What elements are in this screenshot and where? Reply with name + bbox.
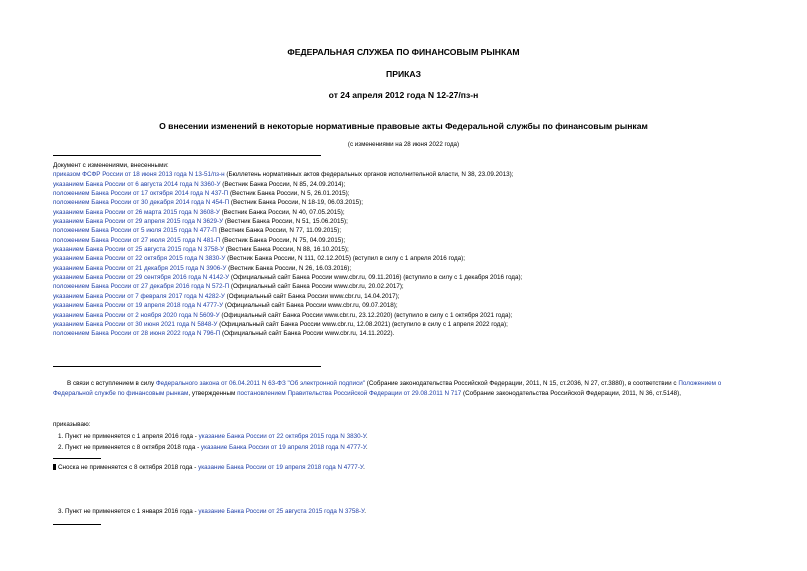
amendment-source: (Вестник Банка России, N 26, 16.03.2016);	[226, 264, 352, 272]
amendment-link[interactable]: положением Банка России от 27 декабря 2016 года N 572-П	[53, 283, 230, 291]
list-item	[53, 226, 753, 235]
footnote-link[interactable]: указание Банка России от 19 апреля 2018 года N 4777-У	[198, 464, 364, 471]
amendment-link[interactable]: положением Банка России от 28 июня 2022 года N 796-П	[53, 330, 221, 338]
footnote-marker	[53, 464, 56, 470]
order-item-1	[58, 433, 368, 440]
amendment-source: (Официальный сайт Банка России www.cbr.ru, 12.08.2021) (вступило в силу с 1 апреля 2022 года);	[217, 320, 508, 328]
amendment-source: (Вестник Банка России, N 40, 07.05.2015);	[219, 208, 345, 216]
amendment-link[interactable]: указанием Банка России от 22 октября 2015 года N 3830-У	[53, 255, 226, 263]
list-item	[53, 208, 753, 217]
amendment-link[interactable]: указанием Банка России от 7 февраля 2017 года N 4282-У	[53, 292, 225, 300]
amendment-source: (Вестник Банка России, N 18-19, 06.03.2015);	[229, 199, 364, 207]
amendment-source: (Вестник Банка России, N 51, 15.06.2015);	[223, 218, 348, 226]
footnote	[53, 464, 365, 471]
list-item	[53, 245, 753, 254]
amendment-source: (Вестник Банка России, N 85, 24.09.2014);	[220, 180, 346, 188]
amendment-link[interactable]: указанием Банка России от 26 марта 2015 года N 3608-У	[53, 208, 220, 216]
amendment-source: (Бюллетень нормативных актов федеральных органов исполнительной власти, N 38, 23.09.2013);	[224, 171, 514, 179]
preamble-text: , утвержденным	[188, 389, 238, 397]
list-item	[53, 254, 753, 263]
amendment-source: (Официальный сайт Банка России www.cbr.ru, 09.07.2018);	[223, 302, 398, 310]
amendment-link[interactable]: положением Банка России от 27 июля 2015 года N 481-П	[53, 236, 221, 244]
list-item	[53, 264, 753, 273]
order-item-text: 1. Пункт не применяется с 1 апреля 2016 года -	[58, 433, 199, 440]
agency-heading: ФЕДЕРАЛЬНАЯ СЛУЖБА ПО ФИНАНСОВЫМ РЫНКАМ	[287, 47, 520, 57]
preamble-text: (Собрание законодательства Российской Федерации, 2011, N 36, ст.5148),	[461, 389, 681, 397]
order-item-end: .	[365, 444, 368, 451]
order-item-link[interactable]: указание Банка России от 25 августа 2015 года N 3758-У	[198, 508, 365, 515]
preamble-text: В связи с вступлением в силу	[67, 380, 156, 387]
preamble-paragraph	[53, 379, 753, 398]
amendment-source: (Вестник Банка России, N 88, 16.10.2015);	[224, 246, 349, 254]
amendment-link[interactable]: указанием Банка России от 19 апреля 2018 года N 4777-У	[53, 302, 224, 310]
amendment-link[interactable]: положением Банка России от 30 декабря 2014 года N 454-П	[53, 199, 230, 207]
doc-subtitle: (с изменениями на 28 июня 2022 года)	[347, 141, 460, 148]
list-item	[53, 311, 753, 320]
amendment-link[interactable]: указанием Банка России от 6 августа 2014 года N 3360-У	[53, 180, 221, 188]
order-item-link[interactable]: указание Банка России от 22 октября 2015 года N 3830-У	[198, 433, 366, 440]
amendment-source: (Официальный сайт Банка России www.cbr.ru, 23.12.2020) (вступило в силу с 1 октября 2021 года);	[219, 311, 513, 319]
amendment-source: (Официальный сайт Банка России www.cbr.ru, 09.11.2016) (вступило в силу с 1 декабря 2016 года);	[229, 274, 523, 282]
amendment-source: (Вестник Банка России, N 111, 02.12.2015) (вступил в силу с 1 апреля 2016 года);	[225, 255, 466, 263]
list-item	[53, 180, 753, 189]
amendment-source: (Официальный сайт Банка России www.cbr.ru, 14.11.2022).	[220, 330, 395, 338]
changes-bottom-divider	[53, 366, 321, 367]
list-item	[53, 198, 753, 207]
amendment-link[interactable]: приказом ФСФР России от 18 июня 2013 года N 13-51/пз-н	[53, 171, 225, 179]
prikazyvayu-label: приказываю:	[53, 421, 91, 428]
regulation-link[interactable]: Положением о Федеральной службе по финансовым рынкам	[53, 380, 722, 397]
amendment-source: (Вестник Банка России, N 5, 26.01.2015);	[228, 190, 350, 198]
order-item-link[interactable]: указание Банка России от 19 апреля 2018 года N 4777-У	[200, 444, 366, 451]
list-item	[53, 236, 753, 245]
law-link[interactable]: Федерального закона от 06.04.2011 N 63-ФЗ "Об электронной подписи"	[155, 380, 365, 387]
amendment-source: (Официальный сайт Банка России www.cbr.ru, 20.02.2017);	[229, 283, 404, 291]
footnote-divider	[53, 458, 101, 459]
list-item	[53, 282, 753, 291]
list-item	[53, 217, 753, 226]
changes-list	[53, 161, 753, 339]
preamble-text: (Собрание законодательства Российской Федерации, 2011, N 15, ст.2036, N 27, ст.3880), в соответствии с	[364, 380, 679, 387]
list-item	[53, 292, 753, 301]
government-decree-link[interactable]: постановлением Правительства Российской Федерации от 29.08.2011 N 717	[237, 389, 462, 397]
order-item-end: .	[364, 508, 366, 515]
amendment-link[interactable]: указанием Банка России от 29 сентября 2016 года N 4142-У	[53, 274, 230, 282]
order-item-text: 2. Пункт не применяется с 8 октября 2018 года -	[58, 444, 201, 451]
amendment-link[interactable]: указанием Банка России от 29 апреля 2015 года N 3629-У	[53, 218, 224, 226]
amendment-link[interactable]: положением Банка России от 17 октября 2014 года N 437-П	[53, 190, 229, 198]
amendment-source: (Вестник Банка России, N 75, 04.09.2015);	[220, 236, 346, 244]
page-bottom-divider	[53, 524, 101, 525]
footnote-text: Сноска не применяется с 8 октября 2018 года -	[58, 464, 199, 471]
amendment-link[interactable]: указанием Банка России от 21 декабря 2015 года N 3906-У	[53, 264, 227, 272]
changes-intro: Документ с изменениями, внесенными:	[53, 162, 169, 169]
changes-top-divider	[53, 155, 321, 156]
doc-type-heading: ПРИКАЗ	[386, 69, 421, 79]
list-item	[53, 273, 753, 282]
list-item	[53, 301, 753, 310]
order-item-end: .	[365, 433, 368, 440]
list-item	[53, 329, 753, 338]
amendment-source: (Вестник Банка России, N 77, 11.09.2015);	[216, 227, 342, 235]
list-item	[53, 170, 753, 179]
order-item-text: 3. Пункт не применяется с 1 января 2016 года -	[58, 508, 199, 515]
order-item-3	[58, 508, 366, 515]
doc-date-number: от 24 апреля 2012 года N 12-27/пз-н	[328, 90, 479, 100]
order-item-2	[58, 444, 368, 451]
amendment-link[interactable]: указанием Банка России от 25 августа 2015 года N 3758-У	[53, 246, 224, 254]
amendment-link[interactable]: указанием Банка России от 2 ноября 2020 года N 5609-У	[53, 311, 220, 319]
doc-title: О внесении изменений в некоторые нормативные правовые акты Федеральной службы по финансовым рынкам	[159, 121, 648, 131]
amendment-source: (Официальный сайт Банка России www.cbr.ru, 14.04.2017);	[224, 292, 400, 300]
list-item	[53, 189, 753, 198]
footnote-end: .	[363, 464, 365, 471]
list-item	[53, 320, 753, 329]
amendment-link[interactable]: положением Банка России от 5 июля 2015 года N 477-П	[53, 227, 217, 235]
amendment-link[interactable]: указанием Банка России от 30 июня 2021 года N 5848-У	[53, 320, 218, 328]
